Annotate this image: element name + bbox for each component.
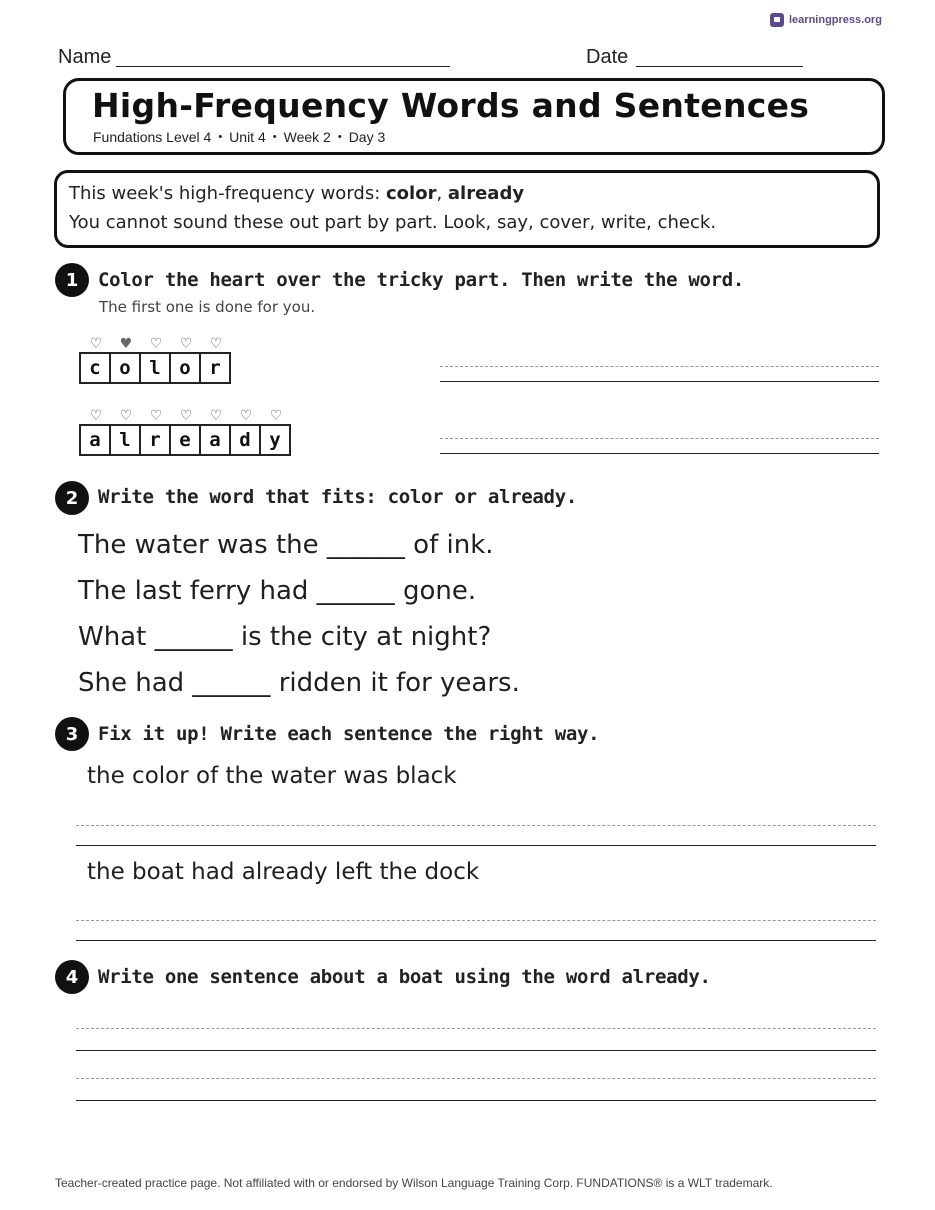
letter-box: e xyxy=(169,424,201,456)
subtitle-level: Fundations Level 4 xyxy=(93,129,212,145)
brand-text: learningpress.org xyxy=(789,14,882,26)
info-prefix: This week's high-frequency words: xyxy=(69,183,386,204)
info-word-color: color xyxy=(386,183,437,204)
fill-in-sentence[interactable]: The last ferry had ______ gone. xyxy=(78,576,477,606)
fill-in-sentence[interactable]: She had ______ ridden it for years. xyxy=(78,668,520,698)
subtitle-day: Day 3 xyxy=(348,129,386,145)
date-field[interactable] xyxy=(636,66,803,67)
letter-box: l xyxy=(139,352,171,384)
letter-box: r xyxy=(199,352,231,384)
heart-icon[interactable]: ♡ xyxy=(269,408,283,424)
letter-box: d xyxy=(229,424,261,456)
subtitle-separator: • xyxy=(272,131,277,143)
heart-icon[interactable]: ♡ xyxy=(209,408,223,424)
letter-boxes-color xyxy=(79,352,231,384)
section-4-number: 4 xyxy=(55,960,89,994)
section-4-title: Write one sentence about a boat using the word already. xyxy=(98,966,711,988)
subtitle-separator: • xyxy=(337,131,342,143)
writing-guide-line xyxy=(440,366,879,367)
letter-box: a xyxy=(199,424,231,456)
letter-box: o xyxy=(109,352,141,384)
writing-line[interactable] xyxy=(440,453,879,454)
writing-line[interactable] xyxy=(76,845,876,846)
heart-icon[interactable]: ♡ xyxy=(179,336,193,352)
name-field[interactable] xyxy=(116,66,450,67)
heart-icon[interactable]: ♡ xyxy=(209,336,223,352)
writing-line[interactable] xyxy=(76,1050,876,1051)
section-3-number: 3 xyxy=(55,717,89,751)
section-1-title: Color the heart over the tricky part. Then write the word. xyxy=(98,269,745,291)
info-instructions: You cannot sound these out part by part. Look, say, cover, write, check. xyxy=(69,212,717,233)
letter-box: c xyxy=(79,352,111,384)
footer-disclaimer: Teacher-created practice page. Not affiliated with or endorsed by Wilson Language Training Corp. FUNDATIONS® is a WLT trademark. xyxy=(55,1176,773,1190)
heart-icon[interactable]: ♡ xyxy=(149,408,163,424)
subtitle-separator: • xyxy=(218,131,223,143)
section-2-number: 2 xyxy=(55,481,89,515)
page-title: High-Frequency Words and Sentences xyxy=(92,86,810,125)
letter-box: o xyxy=(169,352,201,384)
writing-guide-line xyxy=(76,825,876,826)
letter-box: a xyxy=(79,424,111,456)
fill-in-sentence[interactable]: The water was the ______ of ink. xyxy=(78,530,494,560)
info-word-already: already xyxy=(447,183,525,204)
brand[interactable] xyxy=(770,13,882,27)
section-2-title: Write the word that fits: color or already. xyxy=(98,486,577,508)
subtitle-unit: Unit 4 xyxy=(229,129,266,145)
writing-guide-line xyxy=(76,1028,876,1029)
heart-icon[interactable]: ♡ xyxy=(89,336,103,352)
info-words-line xyxy=(69,183,524,204)
section-3-title: Fix it up! Write each sentence the right way. xyxy=(98,723,600,745)
subtitle-week: Week 2 xyxy=(283,129,331,145)
heart-icon[interactable]: ♡ xyxy=(239,408,253,424)
letter-box: r xyxy=(139,424,171,456)
heart-row-color xyxy=(81,337,231,351)
letter-boxes-already xyxy=(79,424,291,456)
section-1-number: 1 xyxy=(55,263,89,297)
fill-in-sentence[interactable]: What ______ is the city at night? xyxy=(78,622,492,652)
section-1-subtitle: The first one is done for you. xyxy=(99,298,316,316)
fix-sentence: the color of the water was black xyxy=(87,763,457,789)
writing-line[interactable] xyxy=(76,1100,876,1101)
heart-icon[interactable]: ♡ xyxy=(179,408,193,424)
fix-sentence: the boat had already left the dock xyxy=(87,859,480,885)
heart-icon[interactable]: ♥ xyxy=(119,336,133,352)
writing-line[interactable] xyxy=(440,381,879,382)
book-icon xyxy=(770,13,784,27)
heart-icon[interactable]: ♡ xyxy=(119,408,133,424)
heart-icon[interactable]: ♡ xyxy=(89,408,103,424)
letter-box: l xyxy=(109,424,141,456)
info-comma: , xyxy=(436,183,448,204)
name-label: Name xyxy=(58,46,112,68)
info-box xyxy=(54,170,880,248)
writing-guide-line xyxy=(76,920,876,921)
writing-guide-line xyxy=(76,1078,876,1079)
writing-guide-line xyxy=(440,438,879,439)
heart-row-already xyxy=(81,409,291,423)
date-label: Date xyxy=(586,46,629,68)
page-subtitle xyxy=(93,129,385,145)
writing-line[interactable] xyxy=(76,940,876,941)
heart-icon[interactable]: ♡ xyxy=(149,336,163,352)
letter-box: y xyxy=(259,424,291,456)
